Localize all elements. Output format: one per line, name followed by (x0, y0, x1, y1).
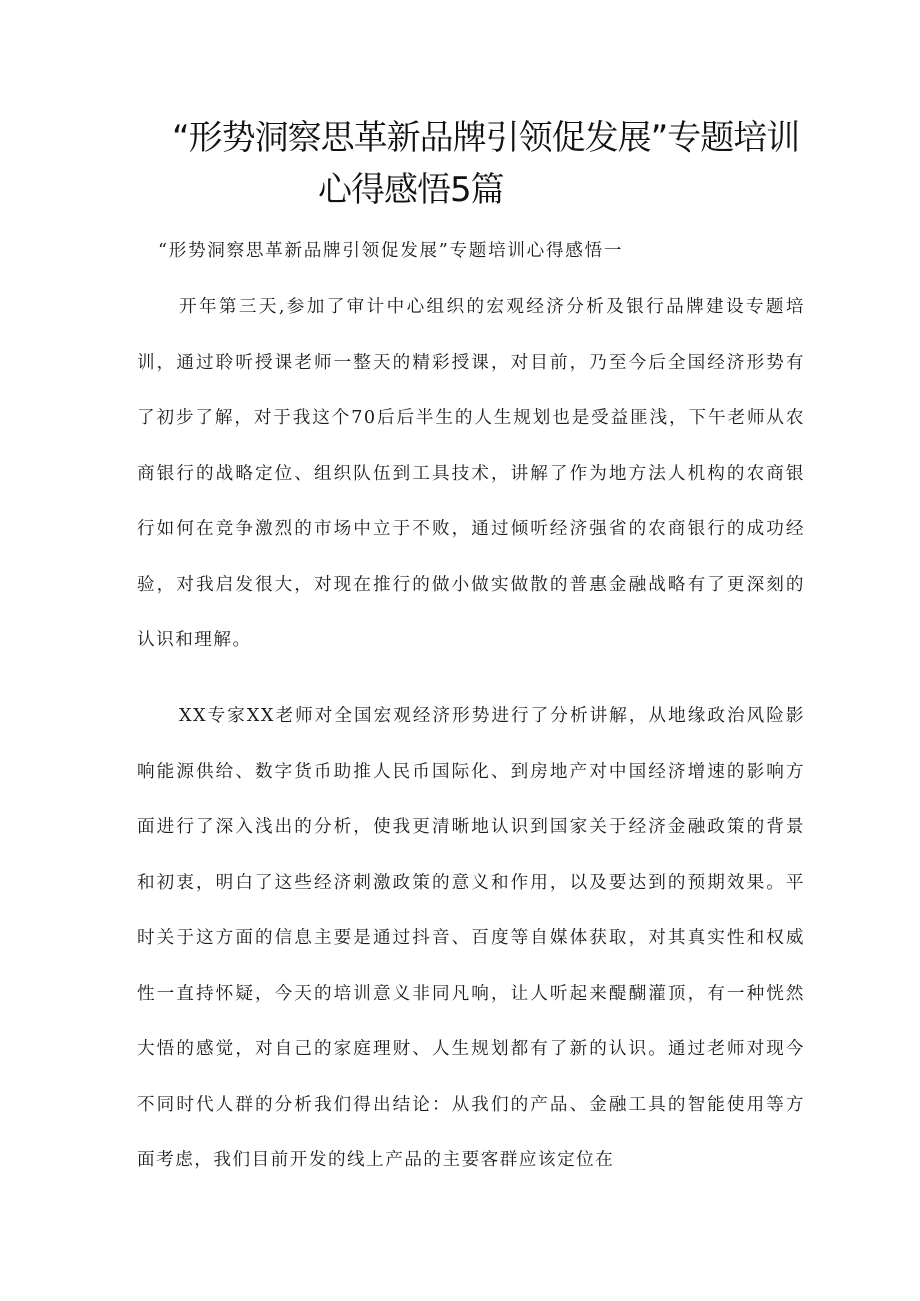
document-title-line-1: “形势洞察思革新品牌引领促发展”专题培训 (172, 118, 800, 158)
body-paragraph-1: 开年第三天,参加了审计中心组织的宏观经济分析及银行品牌建设专题培训，通过聆听授课老师一整天的精彩授课，对目前，乃至今后全国经济形势有了初步了解，对于我这个70后后半生的人生规划也是受益匪浅，下午老师从农商银行的战略定位、组织队伍到工具技术，讲解了作为地方法人机构的农商银行如何在竞争激烈的市场中立于不败，通过倾听经济强省的农商银行的成功经验，对我启发很大，对现在推行的做小做实做散的普惠金融战略有了更深刻的认识和理解。 (137, 297, 805, 650)
document-title-line-2: 心得感悟5篇 (318, 170, 504, 210)
body-paragraph-2: XX专家XX老师对全国宏观经济形势进行了分析讲解，从地缘政治风险影响能源供给、数字货币助推人民币国际化、到房地产对中国经济增速的影响方面进行了深入浅出的分析，使我更清晰地认识到国家关于经济金融政策的背景和初衷，明白了这些经济刺激政策的意义和作用，以及要达到的预期效果。平时关于这方面的信息主要是通过抖音、百度等自媒体获取，对其真实性和权威性一直持怀疑，今天的培训意义非同凡响，让人听起来醍醐灌顶，有一种恍然大悟的感觉，对自己的家庭理财、人生规划都有了新的认识。通过老师对现今不同时代人群的分析我们得出结论：从我们的产品、金融工具的智能使用等方面考虑，我们目前开发的线上产品的主要客群应该定位在 (137, 706, 805, 1170)
section-heading: “形势洞察思革新品牌引领促发展”专题培训心得感悟一 (158, 241, 624, 261)
